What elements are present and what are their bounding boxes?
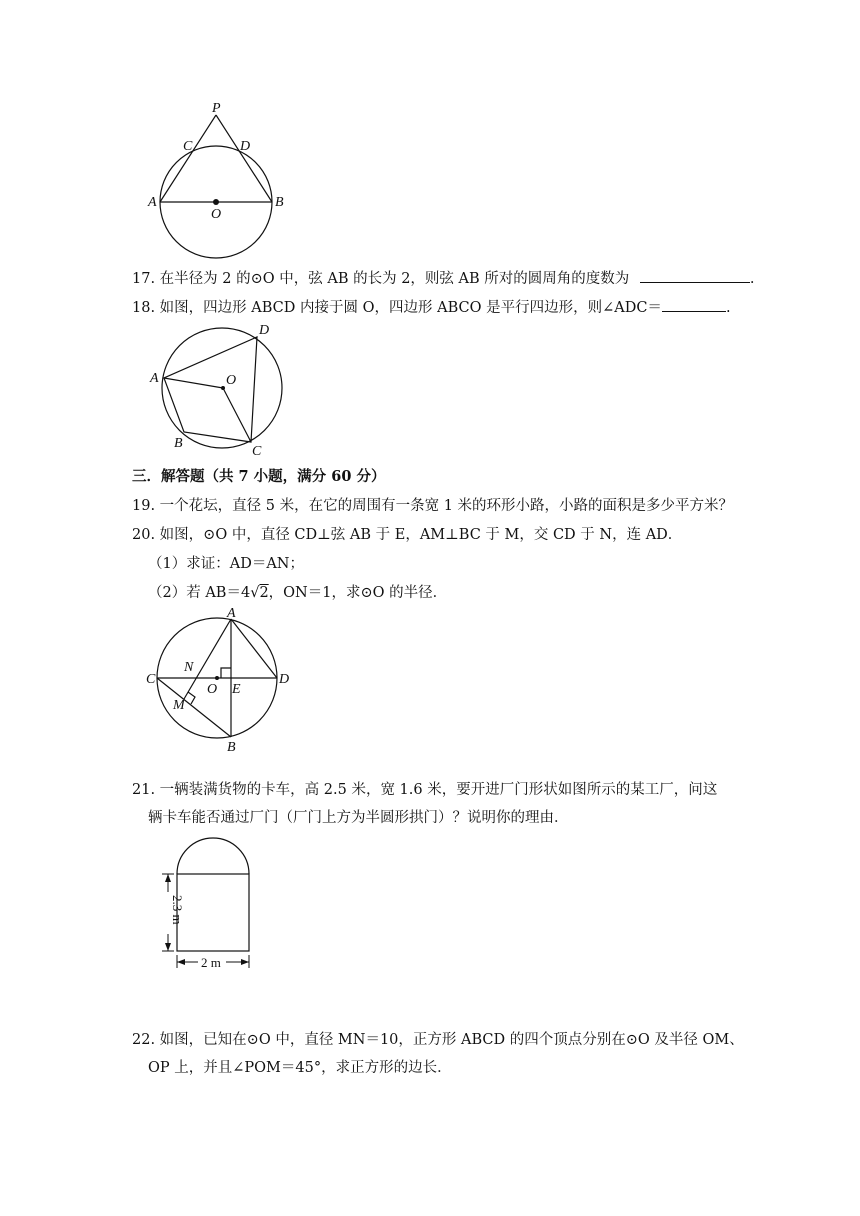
label-m: M bbox=[173, 698, 185, 713]
question-18-end: . bbox=[725, 300, 731, 316]
question-18-text: 18. 如图，四边形 ABCD 内接于圆 O，四边形 ABCO 是平行四边形，则∠ADC＝ bbox=[132, 300, 662, 316]
figure-factory-gate bbox=[140, 836, 270, 970]
center-dot bbox=[215, 676, 219, 680]
question-17-text: 17. 在半径为 2 的⊙O 中，弦 AB 的长为 2，则弦 AB 所对的圆周角的度数为 bbox=[132, 271, 630, 287]
height-label: 2.3 m bbox=[170, 895, 185, 925]
question-17-end: . bbox=[749, 271, 755, 287]
label-b: B bbox=[275, 195, 284, 210]
label-o: O bbox=[226, 373, 237, 388]
label-a: A bbox=[227, 606, 236, 621]
sqrt-sign: √ bbox=[250, 585, 260, 601]
label-o: O bbox=[207, 682, 218, 697]
width-arrow-left bbox=[177, 959, 185, 965]
question-21-line-2: 辆卡车能否通过厂门（厂门上方为半圆形拱门）？说明你的理由． bbox=[148, 810, 569, 826]
side-pa bbox=[160, 115, 216, 202]
figure-inscribed-quadrilateral bbox=[140, 318, 300, 460]
right-angle-e bbox=[221, 668, 231, 678]
question-18 bbox=[132, 297, 731, 318]
answer-blank-18[interactable] bbox=[662, 297, 726, 312]
label-b: B bbox=[174, 436, 183, 451]
label-c: C bbox=[252, 444, 262, 459]
question-21-line-1: 21. 一辆装满货物的卡车，高 2.5 米，宽 1.6 米，要开进厂门形状如图所示的某工厂，问这 bbox=[132, 782, 718, 798]
question-20-part-2-b: ，ON＝1，求⊙O 的半径． bbox=[268, 585, 448, 601]
label-e: E bbox=[232, 682, 241, 697]
width-arrow-right bbox=[241, 959, 249, 965]
segment-ad bbox=[231, 619, 277, 678]
question-20-part-2-a: （2）若 AB＝4 bbox=[148, 585, 251, 601]
gate-rectangle bbox=[177, 874, 249, 951]
label-d: D bbox=[279, 672, 290, 687]
sqrt-radicand: 2 bbox=[259, 585, 269, 601]
question-19: 19. 一个花坛，直径 5 米，在它的周围有一条宽 1 米的环形小路，小路的面积是多少平方米？ bbox=[132, 498, 734, 514]
question-22-line-2: OP 上，并且∠POM＝45°，求正方形的边长． bbox=[148, 1060, 452, 1076]
width-label: 2 m bbox=[201, 955, 221, 970]
answer-blank-17[interactable] bbox=[640, 268, 750, 283]
label-b: B bbox=[227, 740, 236, 755]
label-c: C bbox=[183, 139, 193, 154]
figure-circle-triangle bbox=[140, 98, 300, 266]
label-d: D bbox=[240, 139, 251, 154]
segment-ao bbox=[164, 378, 223, 388]
height-arrow-top bbox=[165, 874, 171, 882]
side-pb bbox=[216, 115, 272, 202]
segment-oc bbox=[223, 388, 251, 442]
label-n: N bbox=[184, 660, 194, 675]
label-p: P bbox=[212, 101, 221, 116]
figure-circle-perpendiculars bbox=[140, 606, 300, 755]
label-c: C bbox=[146, 672, 156, 687]
section-heading: 三．解答题（共 7 小题，满分 60 分） bbox=[132, 468, 386, 485]
question-20: 20. 如图，⊙O 中，直径 CD⊥弦 AB 于 E，AM⊥BC 于 M，交 CD 于 N，连 AD． bbox=[132, 527, 683, 543]
semicircle-arch bbox=[177, 838, 249, 874]
center-dot bbox=[221, 386, 225, 390]
question-22-line-1: 22. 如图，已知在⊙O 中，直径 MN＝10，正方形 ABCD 的四个顶点分别在⊙O 及半径 OM、 bbox=[132, 1032, 744, 1048]
center-dot bbox=[213, 199, 219, 205]
question-17 bbox=[132, 268, 755, 289]
right-angle-m bbox=[188, 692, 195, 704]
height-arrow-bottom bbox=[165, 943, 171, 951]
label-a: A bbox=[150, 371, 159, 386]
label-d: D bbox=[259, 323, 270, 338]
label-o: O bbox=[211, 207, 222, 222]
label-a: A bbox=[148, 195, 157, 210]
segment-bc bbox=[157, 678, 231, 737]
question-20-part-2 bbox=[148, 583, 447, 603]
question-20-part-1: （1）求证：AD＝AN； bbox=[148, 556, 304, 572]
